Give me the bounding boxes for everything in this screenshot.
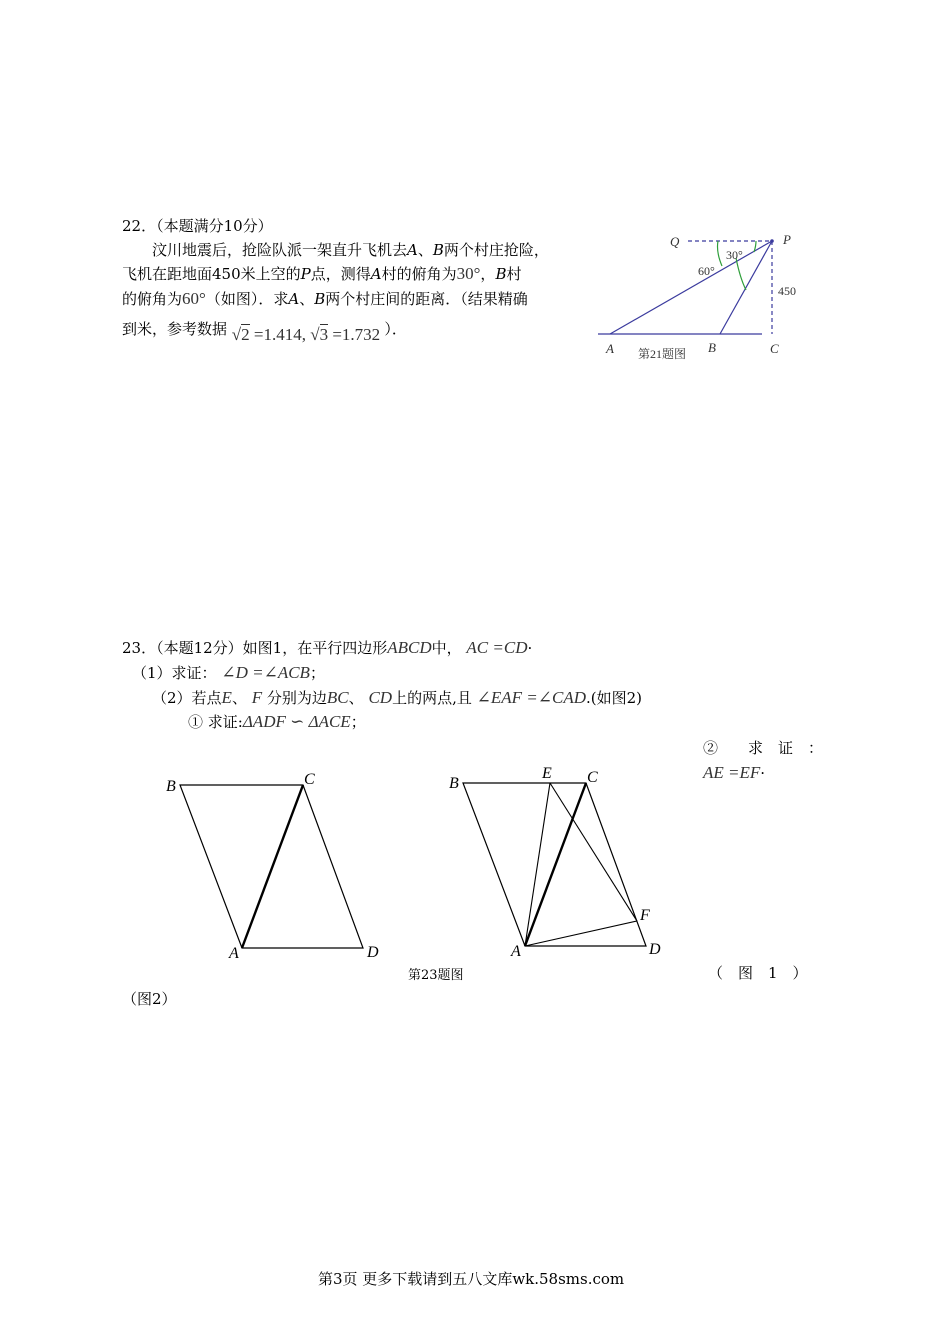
fig2-label-E: E <box>542 765 552 782</box>
fig1-label-D: D <box>367 944 379 961</box>
label-Q: Q <box>670 234 680 249</box>
segment-AF <box>525 921 637 946</box>
q22-line1: 汶川地震后，抢险队派一架直升飞机去A、B两个村庄抢险， <box>152 241 549 259</box>
label-P: P <box>783 232 791 247</box>
q23-sub2: ② 求 证 ： <box>703 739 824 757</box>
fig2-label-A: A <box>511 943 521 960</box>
q23-figure1 <box>160 765 390 970</box>
segment-AE <box>525 783 550 946</box>
fig1-label-B: B <box>166 778 176 795</box>
label-C: C <box>770 341 779 356</box>
fig1-label-A: A <box>229 945 239 962</box>
fig2-caption: （图2） <box>122 990 177 1008</box>
q23-part1: （1）求证： ∠D =∠ACB； <box>132 663 325 682</box>
arc-60 <box>718 241 723 266</box>
fig2-label-C: C <box>587 769 598 786</box>
fig1-label-C: C <box>304 771 315 788</box>
q23-sub2-eq: AE =EF· <box>703 763 766 782</box>
diagonal-AC <box>242 785 303 948</box>
q23-figure2 <box>440 760 670 965</box>
page-footer: 第3页 更多下载请到五八文库wk.58sms.com <box>318 1270 625 1288</box>
q22-header: 22．（本题满分10分） <box>122 217 273 235</box>
fig1-caption: （ 图 1 ） <box>708 964 808 982</box>
label-450: 450 <box>778 284 796 298</box>
q22-line2: 飞机在距地面450米上空的P点，测得A村的俯角为30°，B村 <box>122 264 522 283</box>
label-A: A <box>606 341 614 356</box>
fig23-caption: 第23题图 <box>408 968 464 983</box>
fig2-label-D: D <box>649 941 661 958</box>
point-P <box>770 239 774 243</box>
fig2-label-B: B <box>449 775 459 792</box>
fig21-caption: 第21题图 <box>638 347 687 361</box>
line-PA <box>610 241 772 334</box>
q22-line4: 到米，参考数据 √2 =1.414, √3 =1.732 ）． <box>122 320 407 344</box>
label-B: B <box>708 340 716 355</box>
label-30: 30° <box>726 248 743 262</box>
q23-part2: （2）若点E、 F 分别为边BC、 CD上的两点,且 ∠EAF =∠CAD.(如图2) <box>152 688 643 707</box>
label-60: 60° <box>698 264 715 278</box>
q22-figure <box>590 228 810 368</box>
diagonal-AC-2 <box>525 783 586 946</box>
fig2-label-F: F <box>640 907 650 924</box>
q23-header: 23．（本题12分）如图1，在平行四边形ABCD中， AC =CD· <box>122 638 533 657</box>
q22-line3: 的俯角为60°（如图）．求A、B两个村庄间的距离．（结果精确 <box>122 289 528 308</box>
q23-sub1: ① 求证:ΔADF ∽ ΔACE； <box>188 712 366 731</box>
arc-inner <box>736 258 746 290</box>
